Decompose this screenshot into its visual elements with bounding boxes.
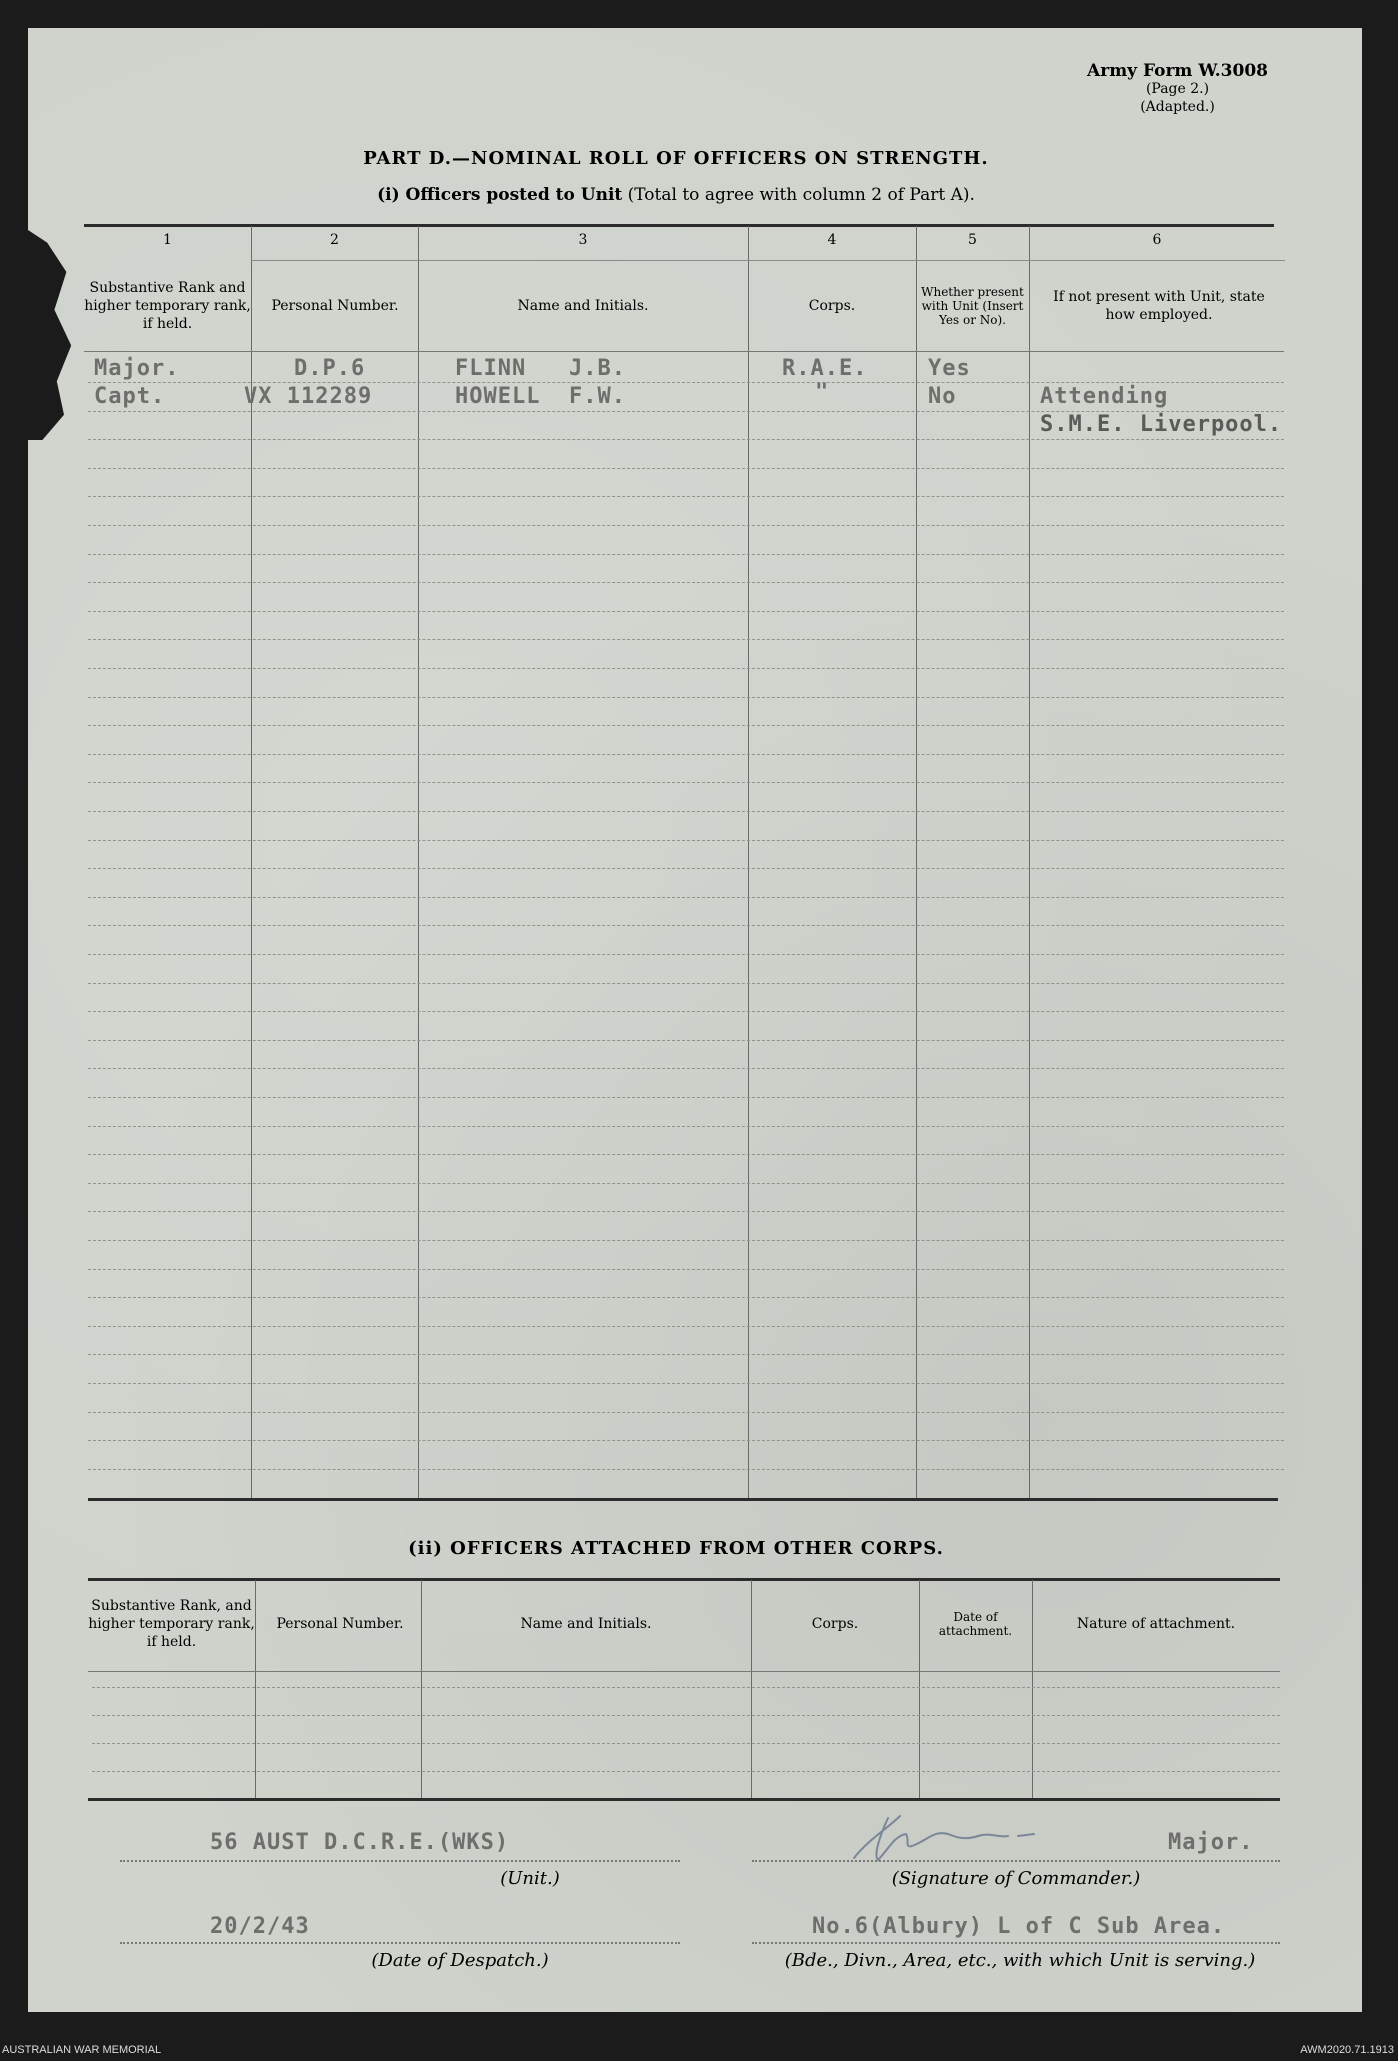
ruled-line xyxy=(88,1211,1284,1212)
ruled-line xyxy=(88,468,1284,469)
table2-header-corps: Corps. xyxy=(811,1616,859,1632)
ruled-line xyxy=(88,897,1284,898)
row1-name: FLINN J.B. xyxy=(455,356,626,381)
ruled-line xyxy=(88,925,1284,926)
table2-header-rank: Substantive Rank, and higher temporary rank, if held. xyxy=(88,1598,255,1650)
commander-signature xyxy=(848,1810,1128,1866)
ruled-line xyxy=(88,1354,1284,1355)
form-adapted: (Adapted.) xyxy=(1140,99,1215,115)
ruled-line xyxy=(88,496,1284,497)
header-employed: If not present with Unit, state how employed. xyxy=(1053,289,1265,323)
unit-label: (Unit.) xyxy=(500,1868,560,1889)
ruled-line xyxy=(88,611,1284,612)
table2-header-personal-number: Personal Number. xyxy=(276,1616,404,1632)
date-label: (Date of Despatch.) xyxy=(371,1950,549,1971)
table2-bottom-rule xyxy=(88,1798,1280,1801)
header-rank: Substantive Rank and higher temporary rank, if held. xyxy=(84,280,251,332)
row3-employed: S.M.E. Liverpool. xyxy=(1040,412,1283,437)
ruled-line xyxy=(88,439,1284,440)
table2-divider-1 xyxy=(255,1580,256,1798)
ruled-line xyxy=(88,525,1284,526)
area-line xyxy=(752,1942,1280,1944)
row1-corps: R.A.E. xyxy=(782,356,868,381)
signature-label: (Signature of Commander.) xyxy=(891,1868,1141,1889)
ruled-line xyxy=(88,1297,1284,1298)
ruled-line xyxy=(88,382,1284,383)
header-name: Name and Initials. xyxy=(517,298,649,314)
table1-divider-4 xyxy=(916,226,917,1498)
ruled-line xyxy=(88,754,1284,755)
ruled-line xyxy=(88,1126,1284,1127)
column-number-5: 5 xyxy=(968,232,977,248)
column-number-1: 1 xyxy=(163,232,172,248)
header-personal-number: Personal Number. xyxy=(271,298,399,314)
ruled-line xyxy=(88,983,1284,984)
subtitle-rest: (Total to agree with column 2 of Part A). xyxy=(622,185,975,205)
table1-divider-3 xyxy=(748,226,749,1498)
ruled-line xyxy=(88,697,1284,698)
row2-employed: Attending xyxy=(1040,384,1169,409)
form-reference xyxy=(1087,62,1268,116)
ruled-line xyxy=(88,811,1284,812)
unit-line xyxy=(120,1860,680,1862)
column-number-3: 3 xyxy=(578,232,588,248)
table1-divider-5 xyxy=(1029,226,1030,1498)
ruled-line xyxy=(88,840,1284,841)
column-number-4: 4 xyxy=(827,232,837,248)
ruled-line xyxy=(88,782,1284,783)
table2-header-nature: Nature of attachment. xyxy=(1076,1616,1236,1632)
ruled-line xyxy=(88,1040,1284,1041)
ruled-line xyxy=(88,1068,1284,1069)
ruled-line xyxy=(88,582,1284,583)
ruled-line xyxy=(88,554,1284,555)
date-line xyxy=(120,1942,680,1944)
area-value: No.6(Albury) L of C Sub Area. xyxy=(812,1914,1226,1939)
ruled-line xyxy=(88,1269,1284,1270)
header-present: Whether present with Unit (Insert Yes or No). xyxy=(921,285,1024,327)
header-corps: Corps. xyxy=(808,298,856,314)
table2-top-rule xyxy=(88,1578,1280,1581)
ruled-line xyxy=(88,668,1284,669)
subtitle-bold: (i) Officers posted to Unit xyxy=(377,185,623,205)
ruled-line xyxy=(88,1383,1284,1384)
ruled-line xyxy=(88,1154,1284,1155)
row2-corps: " xyxy=(815,380,830,405)
signature-line xyxy=(752,1860,1280,1862)
ruled-line xyxy=(88,868,1284,869)
table1-bottom-rule xyxy=(88,1498,1278,1501)
table1-divider-2 xyxy=(418,226,419,1498)
part-d-title: PART D.—NOMINAL ROLL OF OFFICERS ON STRENGTH. xyxy=(363,148,989,169)
ruled-line xyxy=(88,1097,1284,1098)
table2-header-date: Date of attachment. xyxy=(938,1610,1013,1638)
ruled-line xyxy=(88,725,1284,726)
credit-left: AUSTRALIAN WAR MEMORIAL xyxy=(2,2044,162,2056)
table1-top-rule xyxy=(84,224,1274,227)
row2-name: HOWELL F.W. xyxy=(455,384,626,409)
row1-rank: Major. xyxy=(94,356,180,381)
ruled-line xyxy=(88,1183,1284,1184)
ruled-line xyxy=(88,1412,1284,1413)
ruled-line xyxy=(92,1771,1280,1772)
date-value: 20/2/43 xyxy=(210,1914,310,1939)
row2-present: No xyxy=(928,384,957,409)
ruled-line xyxy=(88,1240,1284,1241)
column-number-rule xyxy=(251,260,1285,261)
form-number: Army Form W.3008 xyxy=(1087,61,1268,81)
credit-right: AWM2020.71.1913 xyxy=(1300,2044,1394,2056)
ruled-line xyxy=(88,1469,1284,1470)
row1-number: D.P.6 xyxy=(294,356,366,381)
part-d-subtitle xyxy=(0,185,1352,205)
row1-present: Yes xyxy=(928,356,971,381)
ruled-line xyxy=(92,1687,1280,1688)
unit-value: 56 AUST D.C.R.E.(WKS) xyxy=(210,1830,510,1855)
row2-rank: Capt. xyxy=(94,384,166,409)
ruled-line xyxy=(88,1011,1284,1012)
area-label: (Bde., Divn., Area, etc., with which Unit is serving.) xyxy=(784,1950,1256,1971)
ruled-line xyxy=(88,954,1284,955)
signature-rank: Major. xyxy=(1168,1830,1254,1855)
form-page: (Page 2.) xyxy=(1145,81,1210,97)
ruled-line xyxy=(92,1715,1280,1716)
section2-title: (ii) OFFICERS ATTACHED FROM OTHER CORPS. xyxy=(408,1538,944,1559)
table2-header-name: Name and Initials. xyxy=(520,1616,652,1632)
ruled-line xyxy=(92,1743,1280,1744)
ruled-line xyxy=(88,639,1284,640)
column-number-2: 2 xyxy=(330,232,339,248)
header-bottom-rule xyxy=(84,351,1284,352)
ruled-line xyxy=(88,1326,1284,1327)
table1-divider-1 xyxy=(251,226,252,1498)
ruled-line xyxy=(88,1440,1284,1441)
row2-number: VX 112289 xyxy=(244,384,373,409)
table2-header-rule xyxy=(88,1671,1280,1672)
column-number-6: 6 xyxy=(1152,232,1162,248)
